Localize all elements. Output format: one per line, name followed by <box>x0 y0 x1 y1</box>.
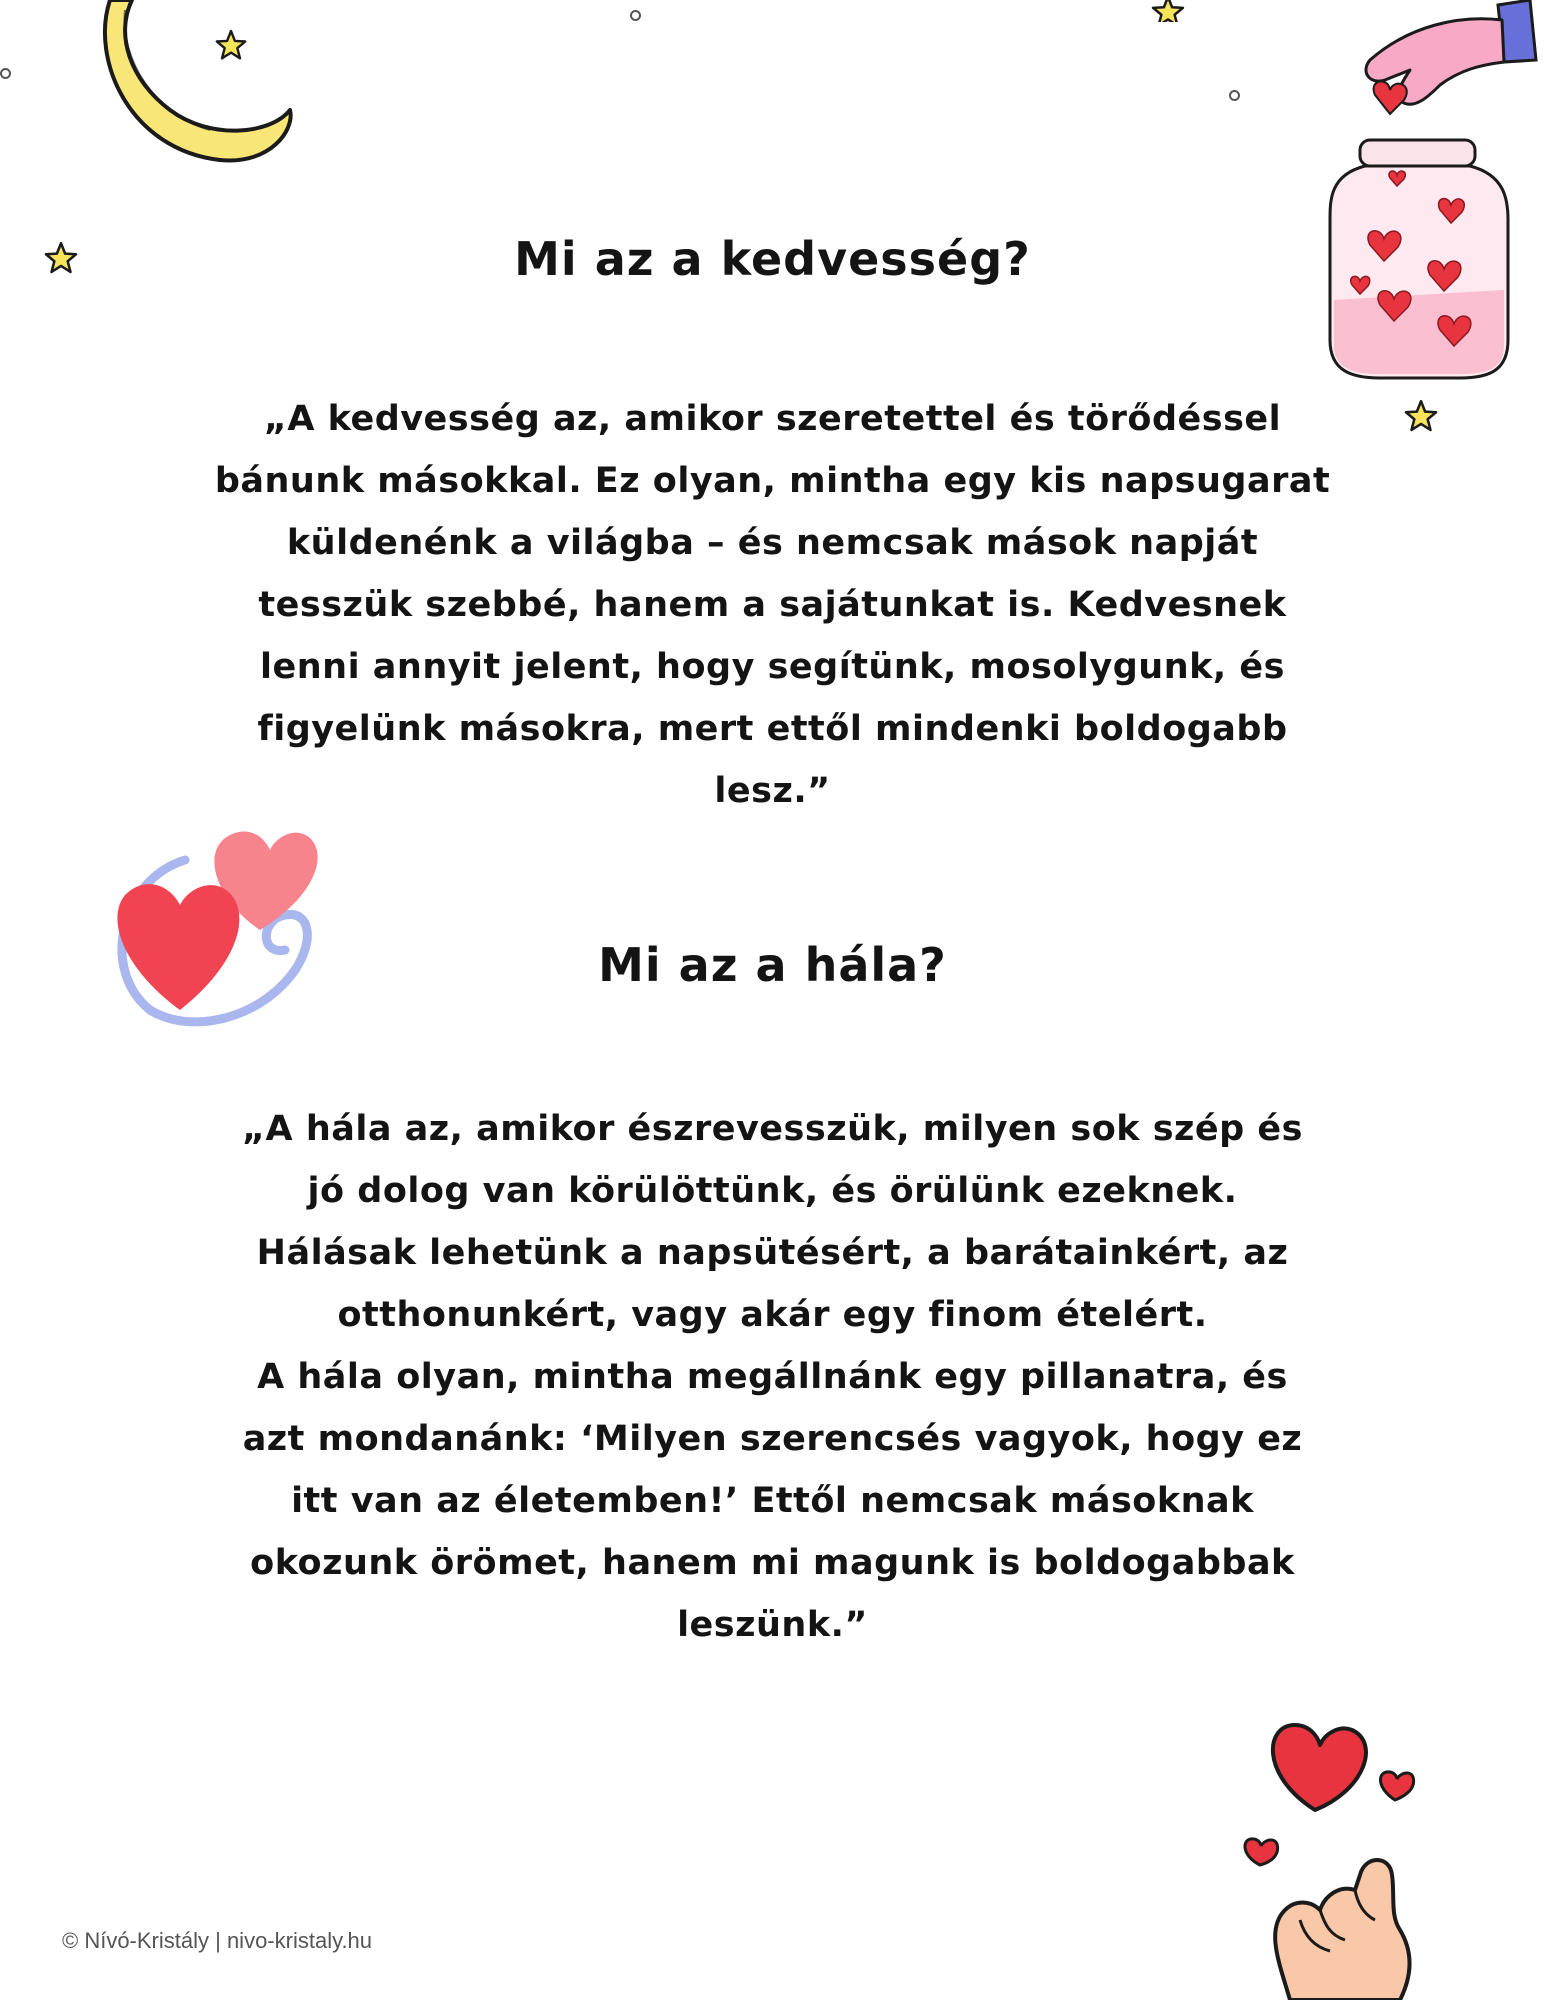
paragraph-line: tesszük szebbé, hanem a sajátunkat is. Kedvesnek <box>258 585 1287 625</box>
paragraph-line: Hálásak lehetünk a napsütésért, a barátainkért, az <box>256 1233 1289 1273</box>
paragraph-line: azt mondanánk: ‘Milyen szerencsés vagyok, hogy ez <box>242 1419 1303 1459</box>
section-title-gratitude: Mi az a hála? <box>598 938 947 992</box>
copyright-footer: © Nívó-Kristály | nivo-kristaly.hu <box>62 1928 373 1953</box>
star-icon <box>1402 398 1440 436</box>
paragraph-line: figyelünk másokra, mert ettől mindenki boldogabb <box>257 709 1288 749</box>
section-title-kindness: Mi az a kedvesség? <box>514 232 1031 286</box>
finger-heart-hand-icon <box>1230 1715 1450 2000</box>
paragraph-line: lesz.” <box>714 771 831 811</box>
paragraph-line: bánunk másokkal. Ez olyan, mintha egy kis napsugarat <box>214 461 1331 501</box>
kindness-paragraph <box>210 388 1335 822</box>
dot-decoration <box>0 68 11 79</box>
dot-decoration <box>1229 90 1240 101</box>
paragraph-line: jó dolog van körülöttünk, és örülünk ezeknek. <box>307 1171 1238 1211</box>
paragraph-line: küldenénk a világba – és nemcsak mások napját <box>286 523 1259 563</box>
paragraph-line: lenni annyit jelent, hogy segítünk, mosolygunk, és <box>260 647 1285 687</box>
heart-jar-icon <box>1290 0 1545 385</box>
paragraph-line: „A kedvesség az, amikor szeretettel és törődéssel <box>263 399 1282 439</box>
gratitude-paragraph <box>210 1098 1335 1656</box>
paragraph-line: itt van az életemben!’ Ettől nemcsak másoknak <box>291 1481 1254 1521</box>
paragraph-line: otthonunkért, vagy akár egy finom ételért. <box>337 1295 1208 1335</box>
star-icon <box>213 28 249 64</box>
dot-decoration <box>630 10 641 21</box>
paragraph-line: leszünk.” <box>677 1605 868 1645</box>
star-icon <box>1148 0 1188 22</box>
twin-hearts-icon <box>110 820 325 1035</box>
paragraph-line: A hála olyan, mintha megállnánk egy pillanatra, és <box>257 1357 1288 1397</box>
crescent-moon-icon <box>70 0 300 170</box>
paragraph-line: okozunk örömet, hanem mi magunk is boldogabbak <box>250 1543 1295 1583</box>
paragraph-line: „A hála az, amikor észrevesszük, milyen sok szép és <box>242 1109 1303 1149</box>
